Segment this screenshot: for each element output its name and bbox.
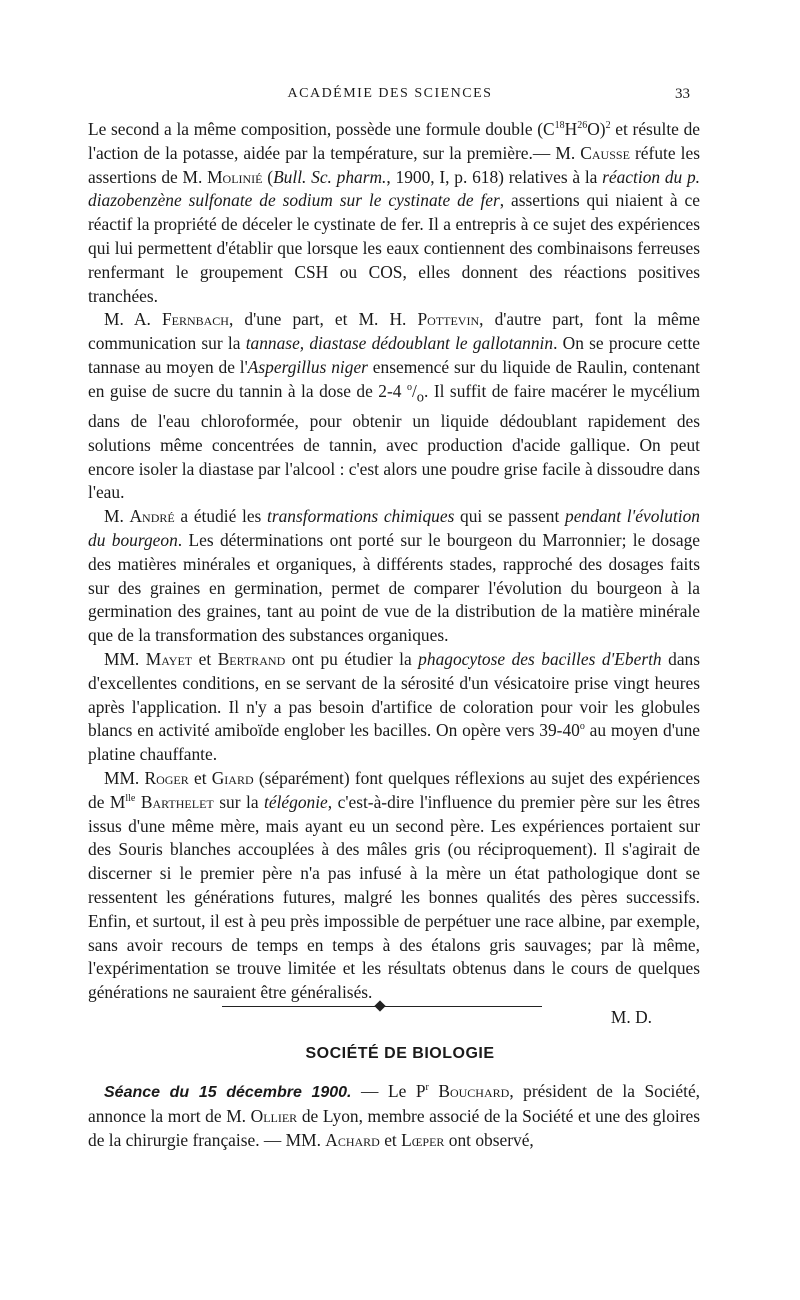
- text: réfute les assertions de M.: [88, 142, 700, 187]
- italic-text: télégonie: [264, 791, 328, 812]
- text: . On se procure cette tannase au moyen de l': [88, 333, 701, 377]
- text: M.: [104, 506, 130, 527]
- text: (séparément) font quelques réflexions au sujet des expériences de M: [88, 767, 701, 812]
- section-separator: [222, 1000, 542, 1014]
- superscript: o: [406, 381, 412, 393]
- text: et: [188, 767, 212, 788]
- author-name: Bouchard: [438, 1081, 510, 1101]
- author-name: Bertrand: [217, 649, 286, 669]
- text: . Les déterminations ont porté sur le bourgeon du Marronnier; le dosage des matières minérales et organiques, à différents stades, rapproché des dosages faits sur des graines en germination, permet de comparer l'évolution du bourgeon à la germination des graines, tant au point de vue de la distribution de la matière minérale que de la transformation des substances organiques.: [88, 530, 700, 646]
- paragraph-tannase: [88, 308, 700, 505]
- author-name: Fernbach: [161, 309, 229, 330]
- paragraph-andre: [88, 505, 700, 648]
- author-name: Lœper: [401, 1129, 445, 1150]
- text: , d'autre part, font la même communication sur la: [88, 309, 700, 354]
- italic-text: transformations chimiques: [267, 506, 455, 527]
- session-heading: Séance du 15 décembre 1900.: [104, 1084, 352, 1101]
- text: dans d'excellentes conditions, en se servant de la sérosité d'un vésicatoire prise vingt heures après l'application. Il n'y a pas besoin d'artifice de coloration pour voir les globules blancs en activité amiboïde englober les bacilles. On opère vers 39-40: [88, 649, 700, 741]
- text: . Il suffit de faire macérer le mycélium dans de l'eau chloroformée, pour obtenir un liquide dédoublant rapidement des solutions même concentrées de tannin, avec production d'acide gallique. On peut encore isoler la diastase par l'alcool : c'est alors une poudre grise facile à dissoudre dans l'eau.: [88, 380, 700, 503]
- text: O): [587, 119, 606, 139]
- paragraph-causse: [88, 118, 700, 308]
- paragraph-roger-giard: [88, 767, 700, 1005]
- subscript: o: [416, 389, 425, 406]
- signature: M. D.: [610, 1006, 652, 1027]
- paragraph-seance: [88, 1080, 700, 1152]
- page-number: 33: [675, 86, 690, 102]
- superscript: 2: [605, 120, 611, 132]
- text: qui se passent: [454, 506, 566, 527]
- running-title: ACADÉMIE DES SCIENCES: [287, 86, 493, 101]
- author-name: Giard: [211, 767, 254, 788]
- text: , président de la Société, annonce la mort de M.: [88, 1081, 701, 1126]
- separator-diamond-ornament: [374, 1000, 385, 1011]
- italic-text: Bull. Sc. pharm.: [273, 166, 387, 187]
- section-body: [88, 1080, 700, 1152]
- author-name: Achard: [325, 1129, 380, 1150]
- superscript: 18: [554, 120, 565, 132]
- text: , assertions qui niaient à ce réactif la propriété de déceler le cystinate de fer. Il a entrepris à ce sujet des expériences qui lui permettent d'établir que lorsque les eaux contiennent des combinaisons ferreuses renfermant le groupement CSH ou COS, elles donnent des réactions positives tranchées.: [88, 190, 700, 306]
- text: et résulte de l'action de la potasse, aidée par la température, sur la première.— M.: [88, 119, 700, 163]
- text: ensemencé sur du liquide de Raulin, contenant en guise de sucre du tannin à la dose de 2-4: [88, 356, 700, 401]
- author-name: Causse: [580, 142, 630, 163]
- italic-text: Aspergillus niger: [247, 356, 368, 377]
- text: , c'est-à-dire l'influence du premier père sur les êtres issus d'une même mère, mais ayant eu un second père. Les expériences portaient sur des Souris blanches accouplées à des mâles gris (ou réciproquement). Il s'agirait de discerner si le premier père n'a pas infusé à la mère un état pathologique dont se ressentent les générations futures, malgré les bonnes qualités des pères successifs. Enfin, et surtout, il est à peu près impossible de perpétuer une race albine, par exemple, sans avoir recours de temps en temps à des étalons gris sauvages; par là même, l'expérimentation se trouve limitée et les résultats obtenus dans le cours de quelques générations ne sauraient être généralisés.: [88, 791, 700, 1003]
- superscript: 26: [577, 120, 588, 132]
- italic-text: réaction du p. diazobenzène sulfonate de sodium sur le cystinate de fer: [88, 166, 701, 211]
- text: ont pu étudier la: [285, 649, 419, 669]
- text: de Lyon, membre associé de la Société et une des gloires de la chirurgie française. — MM.: [88, 1105, 701, 1150]
- section-title: SOCIÉTÉ DE BIOLOGIE: [305, 1045, 495, 1062]
- text: H: [564, 119, 578, 139]
- author-name: Molinié: [207, 166, 263, 187]
- text: [429, 1081, 439, 1101]
- text: MM.: [104, 767, 145, 788]
- paragraph-mayet-bertrand: [88, 648, 700, 767]
- text: a étudié les: [174, 506, 268, 527]
- italic-text: tannase, diastase dédoublant le gallotannin: [245, 333, 554, 354]
- article-body: [88, 118, 700, 1029]
- author-name: Barthelet: [140, 791, 214, 812]
- running-head: [90, 86, 690, 108]
- text: , 1900, I, p. 618) relatives à la: [386, 166, 603, 187]
- text: ont observé,: [444, 1129, 534, 1150]
- text: M. A.: [104, 309, 162, 330]
- author-name: Pottevin: [417, 309, 480, 330]
- text: et: [379, 1129, 402, 1150]
- superscript: lle: [125, 792, 136, 804]
- italic-text: phagocytose des bacilles d'Eberth: [418, 649, 662, 669]
- text: (: [262, 166, 274, 187]
- superscript: o: [579, 721, 585, 733]
- text: — Le P: [351, 1081, 426, 1101]
- text: et: [192, 649, 218, 669]
- text: MM.: [104, 649, 146, 669]
- superscript: r: [425, 1082, 429, 1094]
- text: sur la: [213, 791, 265, 812]
- author-name: Roger: [144, 767, 189, 788]
- text: Le second a la même composition, possède une formule double (C: [88, 119, 555, 139]
- italic-text: pendant l'évolution du bourgeon: [88, 506, 700, 551]
- text: /: [411, 380, 417, 401]
- author-name: Ollier: [250, 1105, 298, 1126]
- author-name: André: [129, 506, 175, 527]
- text: , d'une part, et M. H.: [228, 309, 418, 330]
- author-name: Mayet: [145, 649, 193, 669]
- text: au moyen d'une platine chauffante.: [88, 720, 700, 765]
